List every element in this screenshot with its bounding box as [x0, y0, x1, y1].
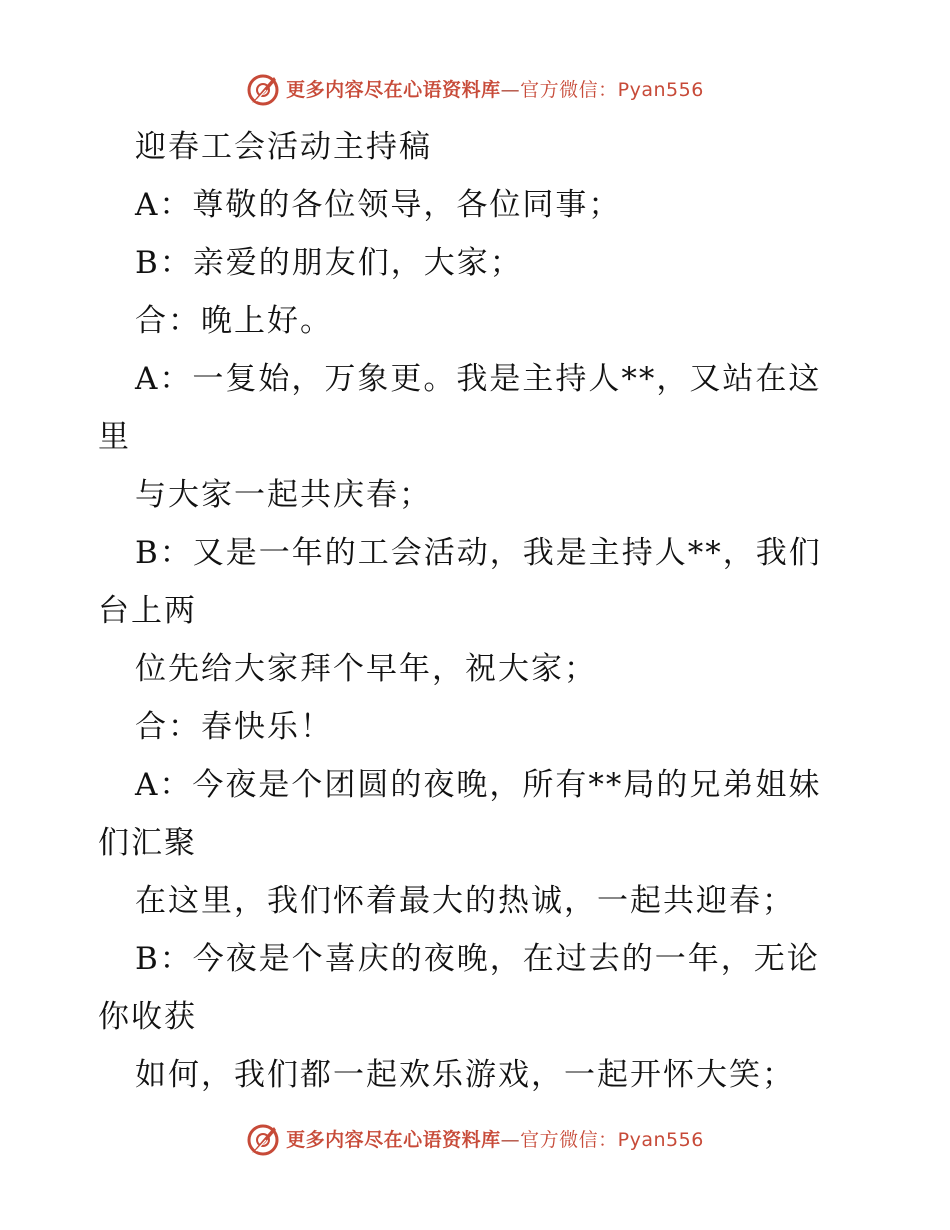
- quill-logo-icon: [246, 73, 280, 107]
- text-line: 合：晚上好。: [135, 303, 333, 339]
- footer-separator: —: [500, 1128, 521, 1151]
- text-line: 们汇聚: [98, 825, 197, 861]
- text-line: 合：春快乐！: [135, 709, 333, 745]
- text-line: 里: [98, 419, 131, 455]
- text-line: B：又是一年的工会活动，我是主持人**，我们: [135, 535, 822, 571]
- footer-main-text: 更多内容尽在心语资料库: [286, 1128, 501, 1151]
- text-line: 台上两: [98, 593, 197, 629]
- text-line: 你收获: [98, 999, 197, 1035]
- text-line: 位先给大家拜个早年，祝大家；: [135, 651, 597, 687]
- footer-contact-text: 官方微信：Pyan556: [520, 1128, 704, 1151]
- header-contact-text: 官方微信：Pyan556: [520, 78, 704, 101]
- text-line: 与大家一起共庆春；: [135, 477, 432, 513]
- text-line: A：一复始，万象更。我是主持人**，又站在这: [135, 361, 822, 397]
- text-line: 如何，我们都一起欢乐游戏，一起开怀大笑；: [135, 1057, 795, 1093]
- text-line: A：今夜是个团圆的夜晚，所有**局的兄弟姐妹: [135, 767, 822, 803]
- text-line: B：今夜是个喜庆的夜晚，在过去的一年，无论: [135, 941, 820, 977]
- footer-banner: [0, 1120, 950, 1160]
- document-body: [98, 118, 838, 1104]
- footer-text: [286, 1128, 704, 1151]
- header-text: [286, 78, 704, 101]
- text-line: B：亲爱的朋友们，大家；: [135, 245, 523, 281]
- header-banner: [0, 70, 950, 110]
- header-separator: —: [500, 78, 521, 101]
- quill-logo-icon: [246, 1123, 280, 1157]
- header-main-text: 更多内容尽在心语资料库: [286, 78, 501, 101]
- text-line: A：尊敬的各位领导，各位同事；: [135, 187, 622, 223]
- document-title: 迎春工会活动主持稿: [135, 129, 432, 165]
- text-line: 在这里，我们怀着最大的热诚，一起共迎春；: [135, 883, 795, 919]
